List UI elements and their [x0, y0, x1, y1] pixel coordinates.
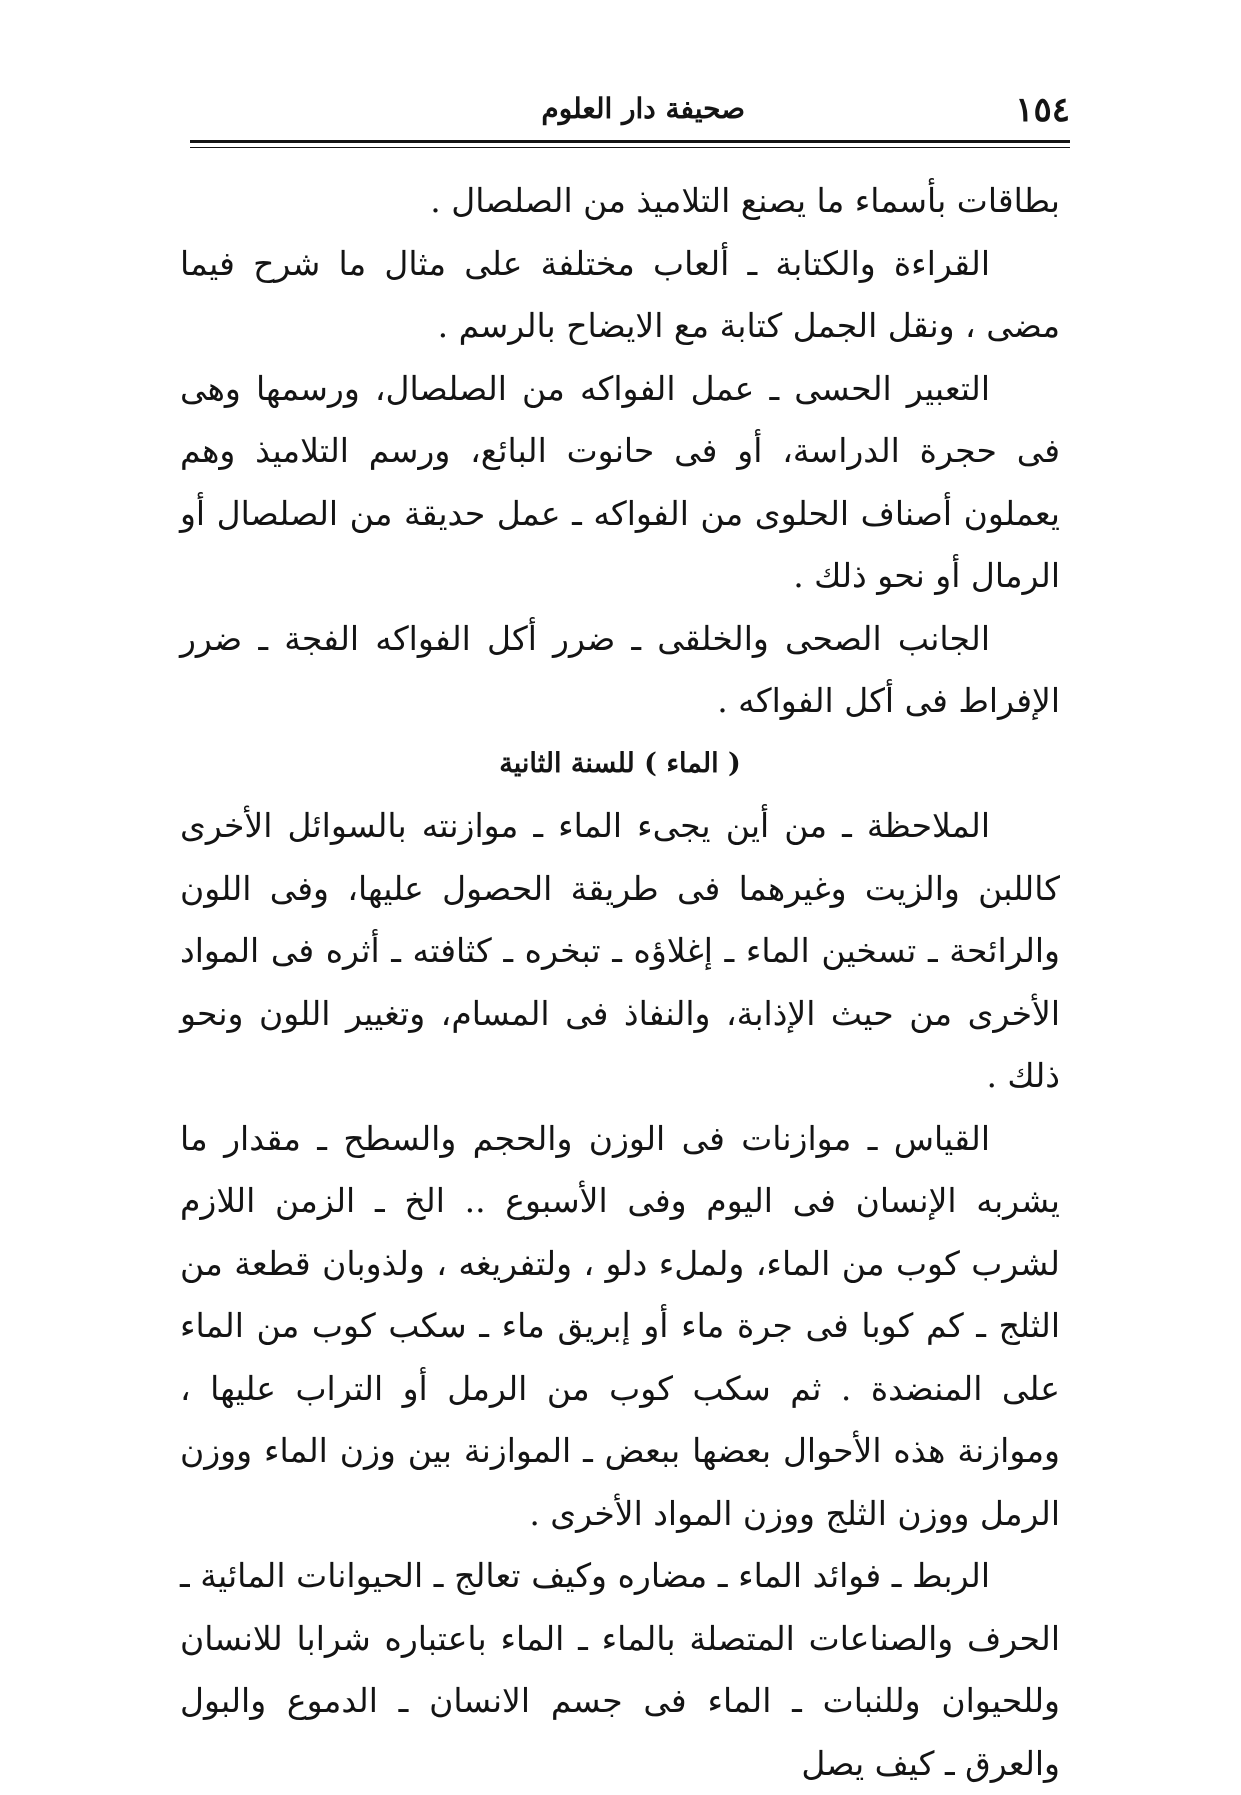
page-header: [190, 90, 1070, 135]
paragraph-sensory-expression: التعبير الحسى ـ عمل الفواكه من الصلصال، ورسمها وهى فى حجرة الدراسة، أو فى حانوت البائع، ورسم التلاميذ وهم يعملون أصناف الحلوى من الفواكه ـ عمل حديقة من الصلصال أو الرمال أو نحو ذلك .: [180, 368, 1060, 595]
paragraph-observation: الملاحظة ـ من أين يجىء الماء ـ موازنته بالسوائل الأخرى كاللبن والزيت وغيرهما فى طريقة الحصول عليها، وفى اللون والرائحة ـ تسخين الماء ـ إغلاؤه ـ تبخره ـ كثافته ـ أثره فى المواد الأخرى من حيث الإذابة، والنفاذ فى المسام، وتغيير اللون ونحو ذلك .: [180, 806, 1060, 1095]
page-body: [180, 170, 1060, 1795]
paragraph-health-morals: الجانب الصحى والخلقى ـ ضرر أكل الفواكه الفجة ـ ضرر الإفراط فى أكل الفواكه .: [180, 618, 1060, 720]
page-number: ١٥٤: [1015, 90, 1070, 130]
paragraph-measurement: القياس ـ موازنات فى الوزن والحجم والسطح ـ مقدار ما يشربه الإنسان فى اليوم وفى الأسبوع .. الخ ـ الزمن اللازم لشرب كوب من الماء، ولملء دلو ، ولتفريغه ، ولذوبان قطعة من الثلج ـ كم كوبا فى جرة ماء أو إبريق ماء ـ سكب كوب من الماء على المنضدة . ثم سكب كوب من الرمل أو التراب عليها ، وموازنة هذه الأحوال بعضها ببعض ـ الموازنة بين وزن الماء ووزن الرمل ووزن الثلج ووزن المواد الأخرى .: [180, 1118, 1060, 1533]
section-heading: ( الماء ) للسنة الثانية: [499, 747, 741, 779]
document-page: [150, 0, 1070, 1783]
running-title: صحيفة دار العلوم: [541, 92, 745, 125]
paragraph-reading-writing: القراءة والكتابة ـ ألعاب مختلفة على مثال ما شرح فيما مضى ، ونقل الجمل كتابة مع الايضاح بالرسم .: [180, 243, 1060, 345]
paragraph-connection: الربط ـ فوائد الماء ـ مضاره وكيف تعالج ـ الحيوانات المائية ـ الحرف والصناعات المتصلة بالماء ـ الماء باعتباره شرابا للانسان وللحيوان وللنبات ـ الماء فى جسم الانسان ـ الدموع والبول والعرق ـ كيف يصل: [180, 1556, 1060, 1783]
paragraph-item-list: بطاقات بأسماء ما يصنع التلاميذ من الصلصال .: [430, 181, 1060, 220]
header-rule: [190, 140, 1070, 143]
